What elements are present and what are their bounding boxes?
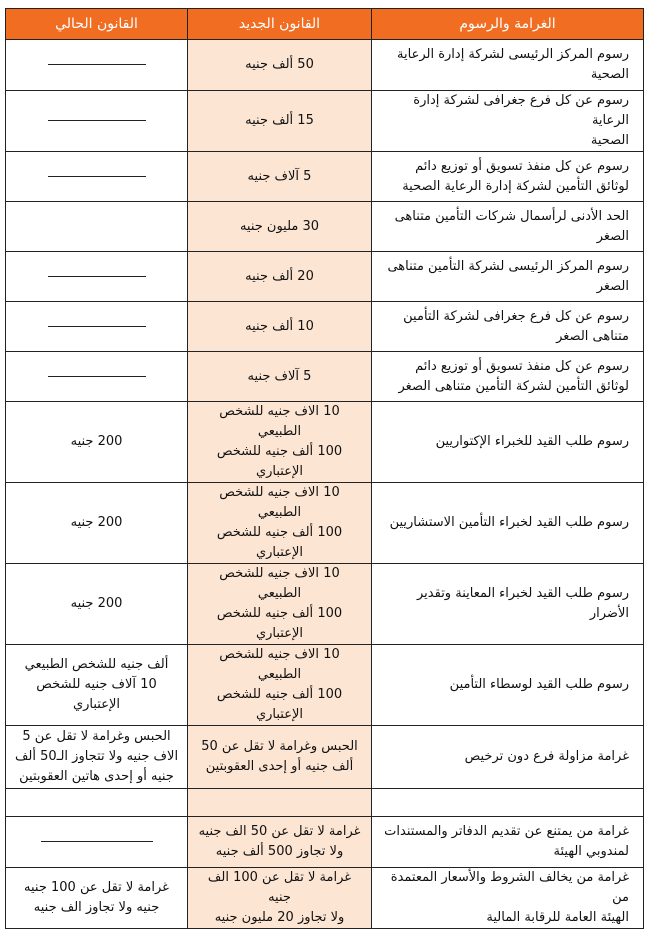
- cell-line: 50 ألف جنيه: [245, 57, 314, 72]
- cell-line: لوثائق التأمين لشركة التأمين متناهى الصغر: [398, 378, 629, 394]
- cell-current-law: [6, 564, 188, 645]
- cell-new-law: [188, 726, 372, 789]
- cell-current-law: [6, 252, 188, 302]
- table-row: [6, 726, 644, 789]
- cell-line: غرامة لا تقل عن 50 الف جنيه: [198, 824, 361, 839]
- dash-placeholder: [48, 64, 146, 65]
- fees-comparison-table: [5, 8, 644, 929]
- cell-new-law: [188, 91, 372, 152]
- cell-line: رسوم طلب القيد لخبراء التأمين الاستشاريين: [389, 515, 629, 530]
- table-body: [6, 40, 644, 929]
- cell-fee: [372, 252, 644, 302]
- cell-line: الحبس وغرامة لا تقل عن 50: [201, 739, 358, 754]
- cell-fee: [372, 352, 644, 402]
- cell-line: رسوم المركز الرئيسى لشركة التأمين متناهى: [387, 258, 629, 274]
- cell-line: رسوم المركز الرئيسى لشركة إدارة الرعاية: [397, 47, 629, 62]
- cell-line: 5 آلاف جنيه: [247, 168, 312, 184]
- cell-line: 10 الاف جنيه للشخص الطبيعي: [219, 566, 340, 601]
- header-current-law: القانون الحالي: [6, 9, 188, 40]
- cell-line: 30 مليون جنيه: [239, 218, 320, 234]
- cell-line: رسوم طلب القيد للخبراء الإكتواريين: [435, 434, 629, 449]
- table-row: [6, 868, 644, 929]
- cell-line: 10 الاف جنيه للشخص الطبيعي: [219, 404, 340, 439]
- cell-line: غرامة من يخالف الشروط والأسعار المعتمدة من: [390, 870, 629, 905]
- cell-line: جنيه ولا تجاوز الف جنيه: [33, 900, 160, 915]
- cell-new-law: [188, 40, 372, 91]
- cell-line: ألف جنيه للشخص الطبيعي: [24, 657, 169, 672]
- cell-current-law: [6, 726, 188, 789]
- cell-new-law: [188, 302, 372, 352]
- cell-new-law: [188, 817, 372, 868]
- cell-fee: [372, 789, 644, 817]
- dash-placeholder: [48, 376, 146, 377]
- dash-placeholder: [48, 176, 146, 177]
- cell-new-law: [188, 252, 372, 302]
- cell-new-law: [188, 868, 372, 929]
- cell-line: 200 جنيه: [70, 596, 123, 611]
- table-header-row: [6, 9, 644, 40]
- cell-fee: [372, 152, 644, 202]
- cell-line: لوثائق التأمين لشركة إدارة الرعاية الصحية: [402, 178, 629, 194]
- cell-line: رسوم طلب القيد لوسطاء التأمين: [449, 677, 629, 692]
- cell-current-law: [6, 40, 188, 91]
- cell-line: الصغر: [596, 278, 629, 294]
- cell-line: غرامة لا تقل عن 100 جنيه: [24, 880, 169, 895]
- table-row: [6, 40, 644, 91]
- cell-new-law: [188, 152, 372, 202]
- cell-new-law: [188, 402, 372, 483]
- cell-new-law: [188, 352, 372, 402]
- cell-current-law: [6, 202, 188, 252]
- cell-line: 15 ألف جنيه: [245, 113, 314, 128]
- header-fee: الغرامة والرسوم: [372, 9, 644, 40]
- cell-line: متناهى الصغر: [556, 328, 629, 344]
- table-row: [6, 483, 644, 564]
- cell-fee: [372, 726, 644, 789]
- table-row: [6, 252, 644, 302]
- cell-line: رسوم طلب القيد لخبراء المعاينة وتقدير الأضرار: [417, 586, 629, 621]
- table-row: [6, 645, 644, 726]
- cell-fee: [372, 402, 644, 483]
- cell-new-law: [188, 564, 372, 645]
- cell-line: الصحية: [590, 133, 629, 148]
- cell-fee: [372, 868, 644, 929]
- cell-current-law: [6, 302, 188, 352]
- cell-new-law: [188, 202, 372, 252]
- cell-current-law: [6, 817, 188, 868]
- cell-line: غرامة من يمتنع عن تقديم الدفاتر والمستندات: [384, 824, 629, 839]
- cell-line: جنيه أو إحدى هاتين العقوبتين: [19, 769, 174, 784]
- cell-new-law: [188, 789, 372, 817]
- cell-line: 10 الاف جنيه للشخص الطبيعي: [219, 485, 340, 520]
- cell-fee: [372, 564, 644, 645]
- table-row: [6, 352, 644, 402]
- cell-fee: [372, 202, 644, 252]
- cell-line: 20 ألف جنيه: [245, 268, 314, 284]
- cell-fee: [372, 645, 644, 726]
- cell-line: الصحية: [590, 67, 629, 82]
- table-row: [6, 302, 644, 352]
- cell-line: 10 الاف جنيه للشخص الطبيعي: [219, 647, 340, 682]
- cell-line: الهيئة العامة للرقابة المالية: [486, 910, 629, 925]
- cell-current-law: [6, 483, 188, 564]
- dash-placeholder: [48, 276, 146, 277]
- cell-current-law: [6, 789, 188, 817]
- cell-current-law: [6, 868, 188, 929]
- cell-line: 100 ألف جنيه للشخص الإعتباري: [216, 525, 343, 560]
- cell-line: 200 جنيه: [70, 434, 123, 449]
- cell-line: ولا تجاوز 20 مليون جنيه: [214, 910, 345, 925]
- cell-line: غرامة مزاولة فرع دون ترخيص: [464, 749, 629, 764]
- cell-line: 10 ألف جنيه: [245, 318, 314, 334]
- cell-current-law: [6, 152, 188, 202]
- cell-line: 100 ألف جنيه للشخص الإعتباري: [216, 444, 343, 479]
- cell-current-law: [6, 352, 188, 402]
- cell-line: 10 آلاف جنيه للشخص الإعتباري: [36, 677, 157, 712]
- cell-line: الحبس وغرامة لا تقل عن 5: [22, 729, 171, 744]
- table-row: [6, 789, 644, 817]
- table-row: [6, 91, 644, 152]
- header-new-law: القانون الجديد: [188, 9, 372, 40]
- cell-line: رسوم عن كل فرع جغرافى لشركة التأمين: [403, 308, 629, 324]
- cell-line: الحد الأدنى لرأسمال شركات التأمين متناهى: [394, 208, 629, 224]
- cell-fee: [372, 91, 644, 152]
- table-row: [6, 564, 644, 645]
- cell-line: الصغر: [596, 228, 629, 244]
- cell-line: رسوم عن كل منفذ تسويق أو توزيع دائم: [415, 358, 629, 374]
- dash-placeholder: [48, 120, 146, 121]
- table-row: [6, 817, 644, 868]
- cell-line: ولا تجاوز 500 ألف جنيه: [215, 844, 344, 859]
- cell-line: رسوم عن كل منفذ تسويق أو توزيع دائم: [415, 158, 629, 174]
- cell-line: 100 ألف جنيه للشخص الإعتباري: [216, 687, 343, 722]
- cell-line: ألف جنيه أو إحدى العقوبتين: [205, 759, 354, 774]
- dash-placeholder: [41, 841, 153, 842]
- cell-fee: [372, 817, 644, 868]
- cell-fee: [372, 40, 644, 91]
- cell-current-law: [6, 645, 188, 726]
- cell-line: رسوم عن كل فرع جغرافى لشركة إدارة الرعاية: [413, 93, 629, 128]
- table-row: [6, 202, 644, 252]
- cell-line: لمندوبي الهيئة: [553, 844, 629, 859]
- cell-line: 5 آلاف جنيه: [247, 368, 312, 384]
- cell-line: 200 جنيه: [70, 515, 123, 530]
- cell-line: الاف جنيه ولا تتجاوز الـ50 ألف: [14, 749, 179, 764]
- cell-fee: [372, 302, 644, 352]
- table-row: [6, 402, 644, 483]
- cell-line: غرامة لا تقل عن 100 الف جنيه: [207, 870, 352, 905]
- cell-current-law: [6, 402, 188, 483]
- table-row: [6, 152, 644, 202]
- cell-current-law: [6, 91, 188, 152]
- cell-new-law: [188, 483, 372, 564]
- cell-new-law: [188, 645, 372, 726]
- cell-fee: [372, 483, 644, 564]
- dash-placeholder: [48, 326, 146, 327]
- cell-line: 100 ألف جنيه للشخص الإعتباري: [216, 606, 343, 641]
